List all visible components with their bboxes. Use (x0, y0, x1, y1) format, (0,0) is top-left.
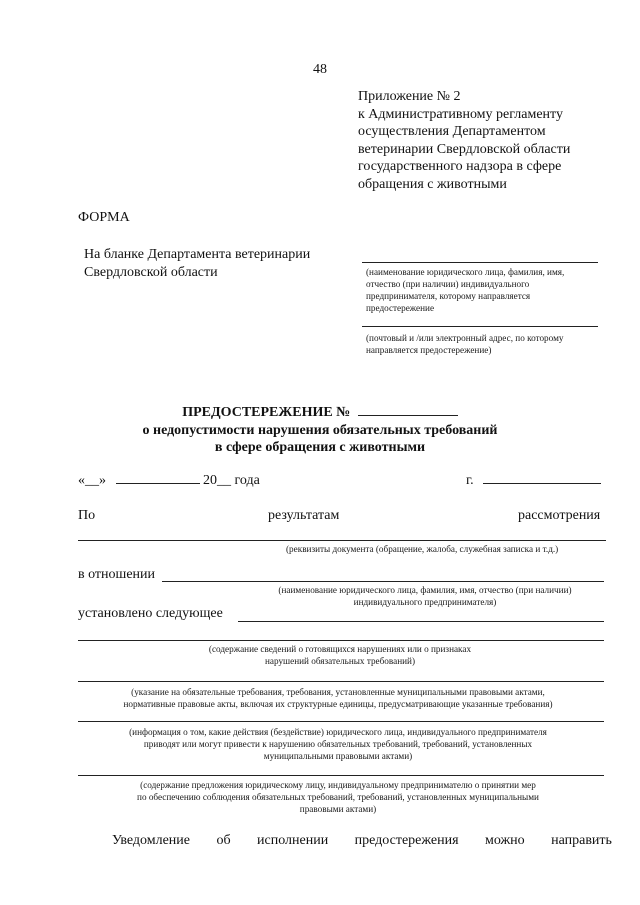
caption-line: правовыми актами) (299, 804, 377, 814)
title-subline: о недопустимости нарушения обязательных требований (142, 423, 498, 438)
caption-line: муниципальными правовыми актами) (263, 751, 413, 761)
notification-word: об (216, 833, 231, 848)
city-field[interactable] (483, 483, 601, 484)
document-details-line[interactable] (78, 540, 606, 541)
appendix-line: ветеринарии Свердловской области (358, 141, 571, 157)
letterhead-line: На бланке Департамента ветеринарии (84, 247, 311, 262)
day-field[interactable]: __ (85, 473, 99, 488)
notification-word: Уведомление (112, 833, 191, 848)
caption-line: предостережение (366, 303, 435, 313)
proposal-caption (60, 779, 616, 815)
regarding-line[interactable] (162, 581, 604, 582)
caption-line: (информация о том, какие действия (бездействие) юридического лица, индивидуального предпринимателя (129, 727, 547, 737)
letterhead-line: Свердловской области (84, 265, 218, 280)
appendix-block (358, 88, 598, 193)
results-word: результатам (268, 508, 340, 523)
warning-number-field[interactable] (358, 415, 458, 416)
document-title (0, 405, 640, 421)
regarding-caption (240, 584, 610, 608)
year-suffix: года (234, 473, 260, 488)
city-row (466, 473, 601, 489)
caption-line: предпринимателя, которому направляется (366, 291, 531, 301)
city-prefix: г. (466, 473, 474, 488)
address-caption (366, 332, 606, 356)
caption-line: индивидуального предпринимателя) (353, 597, 497, 607)
caption-line: отчество (при наличии) индивидуального (366, 279, 530, 289)
established-line-2[interactable] (78, 640, 604, 641)
established-label: установлено следующее (78, 606, 223, 621)
caption-line: (наименование юридического лица, фамилия, имя, отчество (при наличии) (278, 585, 572, 595)
caption-line: по обеспечению соблюдения обязательных требований, требований, установленных муниципальными (137, 792, 539, 802)
violations-caption (120, 643, 560, 667)
quote-mark: « (78, 473, 85, 488)
caption-line: направляется предостережение) (366, 345, 492, 355)
document-details-caption: (реквизиты документа (обращение, жалоба, служебная записка и т.д.) (286, 544, 559, 554)
actions-caption (60, 726, 616, 762)
notification-text (112, 833, 612, 849)
caption-line: (почтовый и /или электронный адрес, по которому (366, 333, 564, 343)
recipient-name-line[interactable] (362, 262, 598, 263)
proposal-line[interactable] (78, 775, 604, 776)
caption-line: (наименование юридического лица, фамилия, имя, (366, 267, 565, 277)
appendix-line: государственного надзора в сфере (358, 159, 562, 174)
quote-mark: » (99, 473, 106, 488)
letterhead-note (84, 246, 344, 282)
appendix-line: к Административному регламенту (358, 106, 563, 122)
actions-line[interactable] (78, 721, 604, 722)
year-field[interactable]: __ (217, 473, 231, 488)
notification-word: предостережения (354, 833, 459, 848)
appendix-line: Приложение № 2 (358, 89, 461, 104)
recipient-caption (366, 266, 606, 314)
caption-line: приводят или могут привести к нарушению обязательных требований, требований, установленных (143, 739, 533, 749)
page-number: 48 (313, 62, 327, 77)
caption-line: (содержание сведений о готовящихся нарушениях или о признаках (208, 644, 472, 654)
appendix-line: обращения с животными (358, 176, 507, 192)
year-prefix: 20 (203, 473, 217, 488)
appendix-line: осуществления Департаментом (358, 124, 546, 139)
requirements-caption (60, 686, 616, 710)
established-line[interactable] (238, 621, 604, 622)
caption-line: (указание на обязательные требования, требования, установленные муниципальными правовыми актами, (131, 687, 545, 697)
title-subline: в сфере обращения с животными (214, 440, 426, 455)
results-word: рассмотрения (518, 508, 601, 523)
title-main: ПРЕДОСТЕРЕЖЕНИЕ № (182, 405, 351, 420)
notification-word: можно (484, 833, 525, 848)
notification-word: направить (551, 833, 612, 848)
notification-word: исполнении (257, 833, 329, 848)
recipient-address-line[interactable] (362, 326, 598, 327)
date-row (78, 473, 260, 489)
caption-line: (содержание предложения юридическому лицу, индивидуальному предпринимателю о принятии мер (140, 780, 536, 790)
caption-line: нормативные правовые акты, включая их структурные единицы, предусматривающие указанные требования) (123, 699, 553, 709)
results-word: По (78, 508, 96, 523)
caption-line: нарушений обязательных требований) (264, 656, 415, 666)
requirements-line[interactable] (78, 681, 604, 682)
month-field[interactable] (116, 483, 200, 484)
regarding-label: в отношении (78, 567, 156, 582)
form-label: ФОРМА (78, 210, 130, 225)
